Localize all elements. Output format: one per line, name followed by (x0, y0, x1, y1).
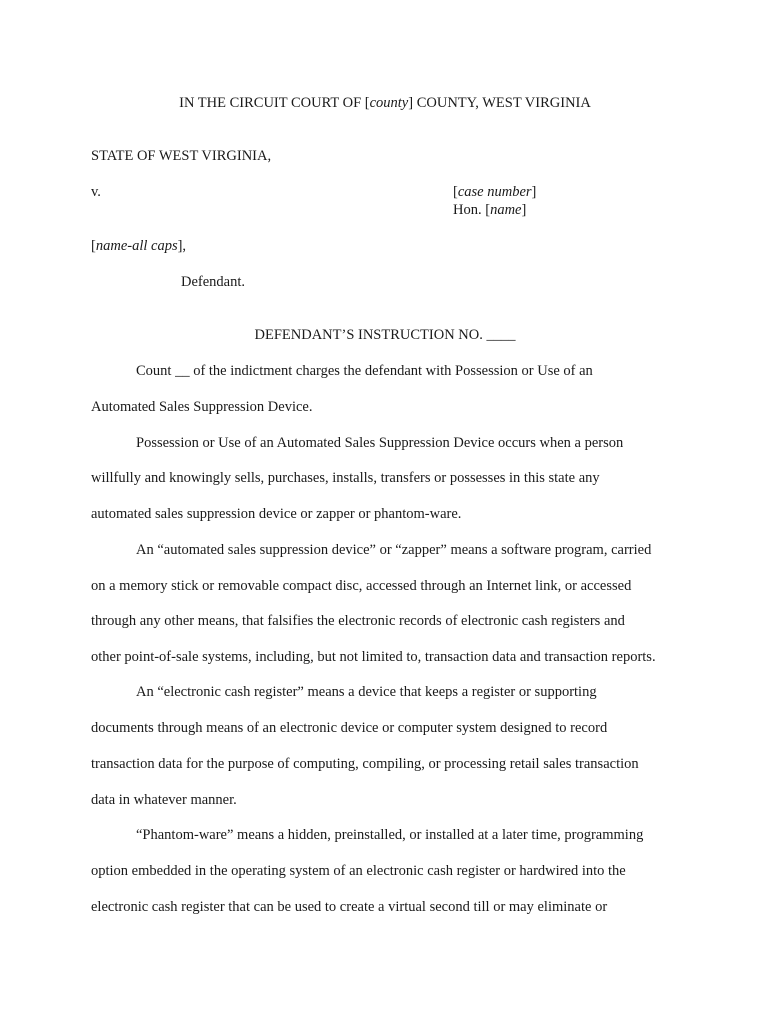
case-number-open: [ (453, 184, 458, 200)
judge-placeholder: name (490, 202, 522, 218)
body-line: An “automated sales suppression device” or “zapper” means a software program, carried (136, 542, 652, 558)
body-line: documents through means of an electronic device or computer system designed to record (91, 720, 608, 736)
defendant-name-placeholder: name-all caps (95, 238, 178, 254)
defendant-name-close: ], (177, 238, 187, 254)
defendant-label: Defendant. (181, 274, 246, 290)
defendant-name (91, 237, 186, 255)
court-heading-suffix: ] COUNTY, WEST VIRGINIA (408, 95, 591, 111)
defendant-name-open: [ (91, 238, 96, 254)
body-line: willfully and knowingly sells, purchases, installs, transfers or possesses in this state any (91, 470, 600, 486)
body-line: through any other means, that falsifies the electronic records of electronic cash registers and (91, 613, 625, 629)
body-line: An “electronic cash register” means a device that keeps a register or supporting (136, 684, 597, 700)
court-heading (0, 94, 770, 112)
body-line: Possession or Use of an Automated Sales Suppression Device occurs when a person (136, 435, 624, 451)
body-line: on a memory stick or removable compact disc, accessed through an Internet link, or accessed (91, 578, 632, 594)
case-number-close: ] (531, 184, 537, 200)
plaintiff-name: STATE OF WEST VIRGINIA, (91, 148, 272, 164)
body-line: option embedded in the operating system of an electronic cash register or hardwired into the (91, 863, 626, 879)
judge-suffix: ] (521, 202, 527, 218)
body-line: Automated Sales Suppression Device. (91, 399, 313, 415)
case-number (453, 183, 536, 201)
judge-prefix: Hon. [ (453, 202, 491, 218)
instruction-title: DEFENDANT’S INSTRUCTION NO. ____ (254, 327, 516, 343)
body-line: automated sales suppression device or zapper or phantom-ware. (91, 506, 462, 522)
body-line: “Phantom-ware” means a hidden, preinstalled, or installed at a later time, programming (136, 827, 644, 843)
body-line: Count __ of the indictment charges the defendant with Possession or Use of an (136, 363, 593, 379)
case-number-placeholder: case number (457, 184, 532, 200)
body-line: electronic cash register that can be used to create a virtual second till or may eliminate or (91, 899, 608, 915)
judge-name (453, 201, 526, 219)
court-heading-prefix: IN THE CIRCUIT COURT OF [ (179, 95, 370, 111)
body-line: other point-of-sale systems, including, but not limited to, transaction data and transaction reports. (91, 649, 656, 665)
body-line: data in whatever manner. (91, 792, 237, 808)
versus: v. (91, 184, 101, 200)
county-placeholder: county (369, 95, 409, 111)
body-line: transaction data for the purpose of computing, compiling, or processing retail sales transaction (91, 756, 639, 772)
